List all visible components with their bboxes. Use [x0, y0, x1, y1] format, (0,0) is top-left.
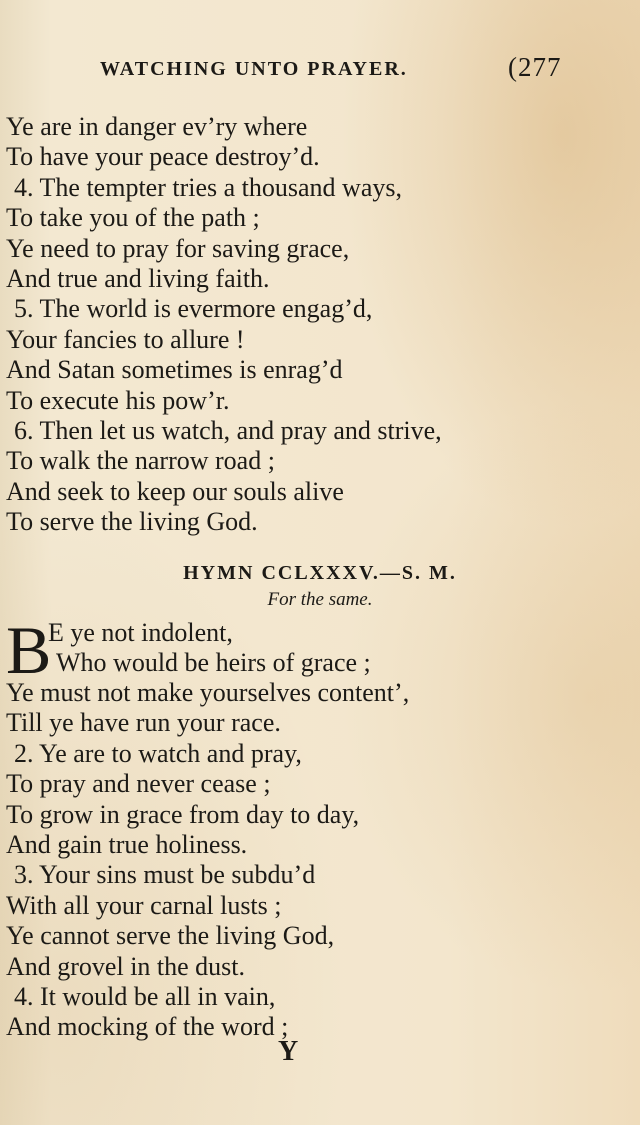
- hymn-line: Ye must not make yourselves content’,: [6, 678, 410, 707]
- hymn-title: HYMN CCLXXXV.—S. M.: [183, 562, 457, 584]
- hymn-line: And mocking of the word ;: [6, 1012, 289, 1042]
- verse-line: To serve the living God.: [6, 507, 258, 537]
- hymn-line: 2. Ye are to watch and pray,: [14, 738, 302, 768]
- verse-line: Ye are in danger ev’ry where: [6, 112, 308, 141]
- hymn-line: 3. Your sins must be subdu’d: [14, 860, 316, 890]
- verse-line: Ye need to pray for saving grace,: [6, 233, 350, 263]
- verse-line: And true and living faith.: [6, 263, 270, 293]
- hymn-line: To grow in grace from day to day,: [6, 799, 360, 829]
- hymn-line: To pray and never cease ;: [6, 769, 271, 799]
- hymn-line: And grovel in the dust.: [6, 951, 246, 981]
- hymn-line: Ye cannot serve the living God,: [6, 921, 335, 951]
- page-number: (277: [508, 52, 562, 82]
- verse-line: 5. The world is evermore engag’d,: [14, 294, 373, 324]
- verse-line: To take you of the path ;: [6, 203, 260, 233]
- verse-line: Your fancies to allure !: [6, 324, 245, 354]
- hymn-line: And gain true holiness.: [6, 829, 248, 859]
- hymn-line: E ye not indolent,: [48, 618, 233, 647]
- drop-cap: B: [6, 612, 52, 688]
- hymn-subtitle: For the same.: [267, 589, 373, 610]
- verse-line: 4. The tempter tries a thousand ways,: [14, 172, 402, 202]
- hymn-body: [0, 678, 640, 1043]
- hymn-line: Till ye have run your race.: [6, 708, 281, 738]
- page-header: [0, 52, 640, 86]
- verse-line: To execute his pow’r.: [6, 385, 230, 415]
- verse-line: 6. Then let us watch, and pray and strive,: [14, 415, 442, 445]
- hymn-opening: [0, 612, 640, 688]
- verses-top: [0, 112, 640, 537]
- verse-line: And seek to keep our souls alive: [6, 476, 344, 506]
- hymn-line: With all your carnal lusts ;: [6, 890, 282, 920]
- signature-mark: Y: [278, 1036, 299, 1067]
- verse-line: And Satan sometimes is enrag’d: [6, 355, 343, 385]
- hymn-line: Who would be heirs of grace ;: [56, 648, 371, 678]
- hymn-line: 4. It would be all in vain,: [14, 981, 276, 1011]
- verse-line: To walk the narrow road ;: [6, 446, 275, 476]
- verse-line: To have your peace destroy’d.: [6, 142, 320, 172]
- running-title: WATCHING UNTO PRAYER.: [100, 58, 408, 80]
